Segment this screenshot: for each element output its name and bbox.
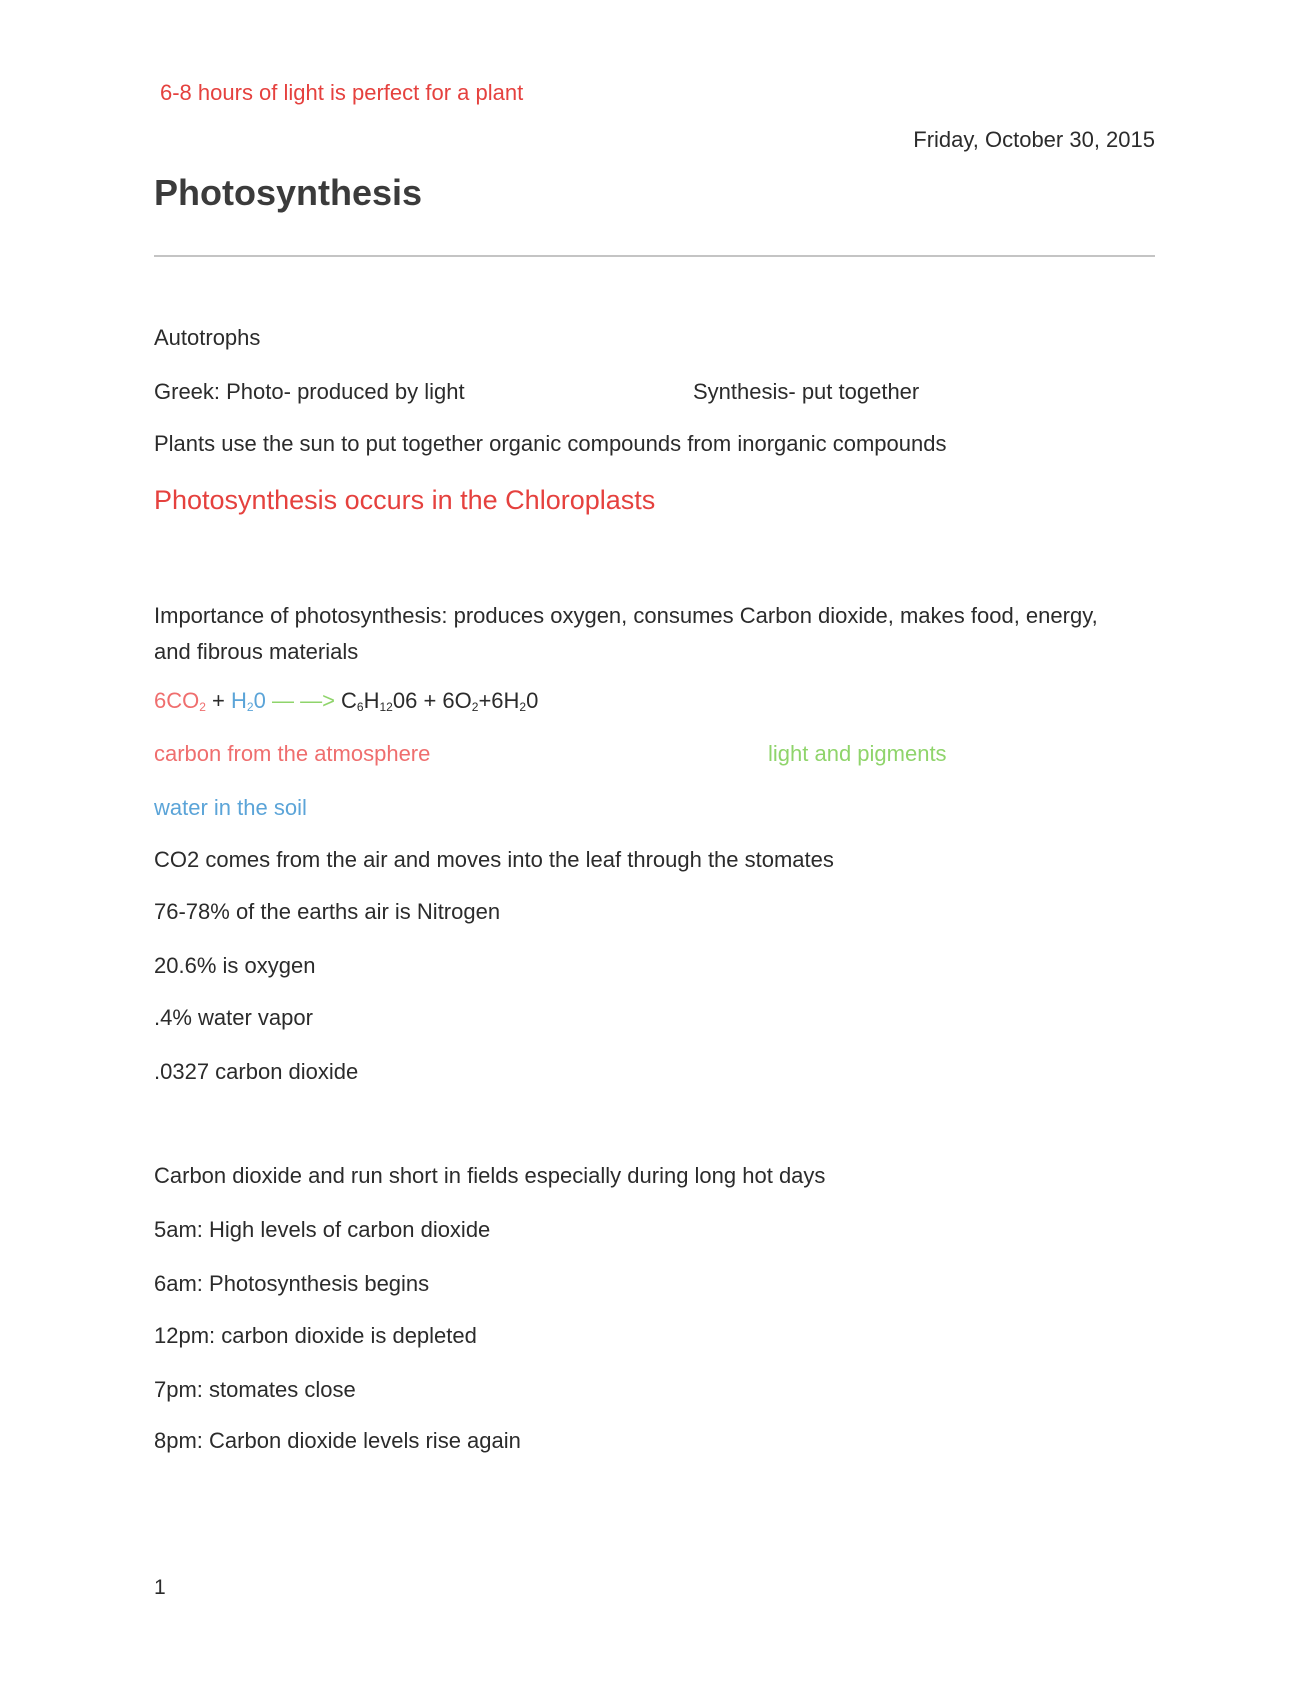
label-carbon: carbon from the atmosphere (154, 741, 431, 766)
fact-item: 20.6% is oxygen (154, 953, 316, 978)
greek-synthesis-line: Synthesis- put together (693, 379, 920, 404)
timeline-item: 6am: Photosynthesis begins (154, 1271, 430, 1296)
eq-arrow: — —> (265, 688, 342, 713)
fact-item: .4% water vapor (154, 1005, 313, 1030)
chloroplasts-line: Photosynthesis occurs in the Chloroplasts (154, 485, 656, 515)
greek-photo-line: Greek: Photo- produced by light (154, 379, 465, 404)
timeline-intro: Carbon dioxide and run short in fields especially during long hot days (154, 1163, 826, 1188)
page-date: Friday, October 30, 2015 (913, 127, 1155, 152)
eq-plus: + (205, 688, 232, 713)
eq-co2: $6CO_2$ (154, 688, 206, 714)
autotrophs-line: Autotrophs (154, 325, 261, 350)
label-light: light and pigments (768, 741, 947, 766)
timeline-item: 7pm: stomates close (154, 1377, 356, 1402)
label-water: water in the soil (154, 795, 307, 820)
fact-item: .0327 carbon dioxide (154, 1059, 359, 1084)
photosynthesis-equation (154, 688, 538, 714)
timeline-item: 8pm: Carbon dioxide levels rise again (154, 1428, 521, 1453)
fact-item: CO2 comes from the air and moves into the leaf through the stomates (154, 847, 834, 872)
importance-paragraph: Importance of photosynthesis: produces oxygen, consumes Carbon dioxide, makes food, energy, and fibrous materials (154, 603, 1098, 664)
fact-item: 76-78% of the earths air is Nitrogen (154, 899, 501, 924)
top-note: 6-8 hours of light is perfect for a plant (160, 80, 524, 105)
page-number: 1 (154, 1576, 166, 1599)
page-title: Photosynthesis (154, 172, 423, 213)
eq-h2o: $H_20$ (231, 688, 266, 714)
timeline-item: 5am: High levels of carbon dioxide (154, 1217, 491, 1242)
eq-products: $C_6H_{12}06 + 6O_2+6H_20$ (341, 688, 539, 714)
title-divider (154, 255, 1155, 257)
timeline-item: 12pm: carbon dioxide is depleted (154, 1323, 477, 1348)
plants-use-line: Plants use the sun to put together organic compounds from inorganic compounds (154, 431, 947, 456)
